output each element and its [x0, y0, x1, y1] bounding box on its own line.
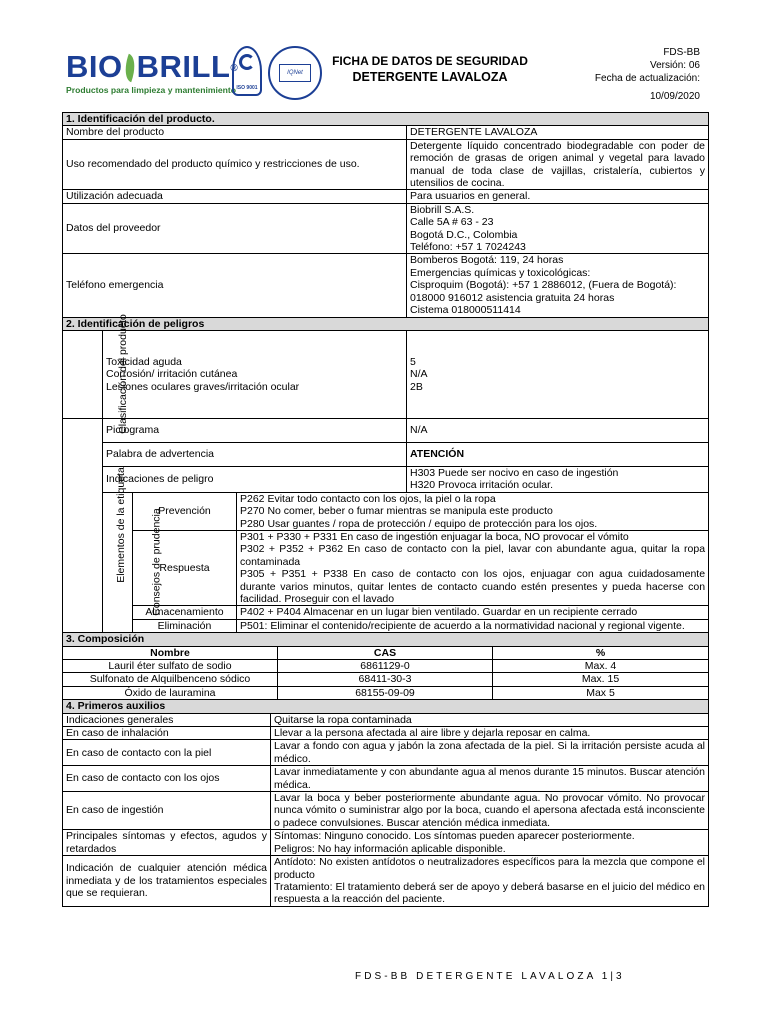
- page-footer: FDS-BB DETERGENTE LAVALOZA 1|3: [355, 971, 625, 982]
- row-label: En caso de contacto con la piel: [63, 740, 271, 766]
- pictogram-value: N/A: [407, 418, 709, 442]
- column-header: Nombre: [63, 646, 278, 659]
- row-label: Utilización adecuada: [63, 190, 407, 203]
- response-values: P301 + P330 + P331 En caso de ingestión enjuagar la boca, NO provocar el vómito P302 + P352 + P362 En caso de contacto con la piel, lavar con abundante agua, quitar la ropa contaminada P305 + P351 + P338 En caso de contacto con los ojos, enjuagar con agua cuidadosamente durante varios minutos, quitar lentes de contacto cuando estén presentes y pueda hacerse con facilidad. Proseguir con el lavado: [237, 530, 709, 605]
- row-label: Datos del proveedor: [63, 203, 407, 254]
- prevention-label: Prevención: [133, 492, 237, 530]
- section-2-heading: 2. Identificación de peligros: [63, 317, 709, 330]
- prevention-row: [63, 492, 709, 530]
- pictogram-row: [63, 418, 709, 442]
- row-value: Síntomas: Ninguno conocido. Los síntomas pueden aparecer posteriormente. Peligros: No hay información aplicable disponible.: [271, 830, 709, 856]
- row-value: Detergente líquido concentrado biodegradable con poder de remoción de grasas de origen animal y vegetal para lavado manual de toda clase de vajillas, cristalería, cubiertos y utensilios de cocina.: [407, 139, 709, 190]
- prudence-label: Consejos de prudencia: [103, 492, 133, 632]
- column-header: %: [493, 646, 709, 659]
- hazard-label: Indicaciones de peligro: [103, 466, 407, 492]
- table-row: [63, 139, 709, 190]
- table-row: [63, 126, 709, 139]
- row-label: Indicaciones generales: [63, 713, 271, 726]
- signal-word-value: ATENCIÓN: [407, 442, 709, 466]
- signal-word-row: [63, 442, 709, 466]
- row-value: Llevar a la persona afectada al aire libre y dejarla reposar en calma.: [271, 727, 709, 740]
- classification-values: 5 N/A 2B: [407, 330, 709, 418]
- row-label: Uso recomendado del producto químico y restricciones de uso.: [63, 139, 407, 190]
- document-header: [62, 40, 708, 110]
- hazard-values: H303 Puede ser nocivo en caso de ingestión H320 Provoca irritación ocular.: [407, 466, 709, 492]
- certification-seals: [232, 46, 328, 102]
- classification-items: Toxicidad aguda Corrosión/ irritación cutánea Lesiones oculares graves/irritación ocular: [103, 330, 407, 418]
- table-row: [63, 856, 709, 907]
- row-label: Teléfono emergencia: [63, 254, 407, 317]
- column-header: CAS: [278, 646, 493, 659]
- disposal-label: Eliminación: [133, 619, 237, 632]
- section-4-heading: 4. Primeros auxilios: [63, 700, 709, 713]
- component-name: Óxido de lauramina: [63, 686, 278, 699]
- row-value: Lavar la boca y beber posteriormente abundante agua. No provocar vómito. No provocar nunca vómito o suministrar algo por la boca, cuando el apersona afectada está inconsciente o padece convulsiones. Buscar atención médica inmediata.: [271, 792, 709, 830]
- document-title: [330, 54, 530, 86]
- disposal-row: [63, 619, 709, 632]
- biobrill-logo: [66, 49, 239, 105]
- logo-wordmark: BIO BRILL®: [66, 49, 239, 84]
- section-3-table: [62, 632, 709, 700]
- row-value: Para usuarios en general.: [407, 190, 709, 203]
- row-label: En caso de inhalación: [63, 727, 271, 740]
- component-name: Lauril éter sulfato de sodio: [63, 660, 278, 673]
- section-2-table: [62, 314, 709, 634]
- table-row: [63, 254, 709, 317]
- section-3-heading: 3. Composición: [63, 633, 709, 646]
- signal-word-label: Palabra de advertencia: [103, 442, 407, 466]
- row-label: En caso de ingestión: [63, 792, 271, 830]
- meta-update-label: Fecha de actualización:: [594, 73, 700, 84]
- hazard-row: [63, 466, 709, 492]
- row-value: Antídoto: No existen antídotos o neutralizadores específicos para la mezcla que compone el producto Tratamiento: El tratamiento deberá ser de apoyo y deberá basarse en el juicio del médico en respuesta a la reacción del paciente.: [271, 856, 709, 907]
- table-row: [63, 766, 709, 792]
- pictogram-label: Pictograma: [103, 418, 407, 442]
- response-label: Respuesta: [133, 530, 237, 605]
- row-value: Bomberos Bogotá: 119, 24 horas Emergencias químicas y toxicológicas: Cisproquim (Bogotá): +57 1 2886012, (Fuera de Bogotá): 018000 916012 asistencia gratuita 24 horas Cistema 018000511414: [407, 254, 709, 317]
- meta-code: FDS-BB: [663, 47, 700, 58]
- table-row: [63, 660, 709, 673]
- row-label: Principales síntomas y efectos, agudos y retardados: [63, 830, 271, 856]
- safety-data-sheet: [62, 112, 708, 907]
- iqnet-seal-icon: IQNet: [268, 46, 322, 100]
- component-percent: Max. 15: [493, 673, 709, 686]
- row-label: Nombre del producto: [63, 126, 407, 139]
- row-value: Lavar inmediatamente y con abundante agua al menos durante 15 minutos. Buscar atención médica.: [271, 766, 709, 792]
- section-4-table: [62, 699, 709, 907]
- table-row: [63, 830, 709, 856]
- component-cas: 6861129-0: [278, 660, 493, 673]
- component-percent: Max. 4: [493, 660, 709, 673]
- title-line-1: FICHA DE DATOS DE SEGURIDAD: [332, 54, 528, 68]
- logo-slogan: Productos para limpieza y mantenimiento: [66, 85, 237, 95]
- section-1-heading: 1. Identificación del producto.: [63, 113, 709, 126]
- table-row: [63, 203, 709, 254]
- classification-row: [63, 330, 709, 418]
- row-value: DETERGENTE LAVALOZA: [407, 126, 709, 139]
- disposal-value: P501: Eliminar el contenido/recipiente de acuerdo a la normatividad nacional y regional vigente.: [237, 619, 709, 632]
- component-name: Sulfonato de Alquilbenceno sódico: [63, 673, 278, 686]
- classification-label: Clasificación del producto: [63, 330, 103, 418]
- row-value: Quitarse la ropa contaminada: [271, 713, 709, 726]
- document-meta: [595, 46, 700, 103]
- title-line-2: DETERGENTE LAVALOZA: [352, 70, 508, 84]
- storage-label: Almacenamiento: [133, 606, 237, 619]
- row-label: Indicación de cualquier atención médica inmediata y de los tratamientos especiales que se requieran.: [63, 856, 271, 907]
- section-1-table: [62, 112, 709, 318]
- label-elements-label: Elementos de la etiqueta: [63, 418, 103, 632]
- component-percent: Max 5: [493, 686, 709, 699]
- row-label: En caso de contacto con los ojos: [63, 766, 271, 792]
- table-row: [63, 190, 709, 203]
- table-row: [63, 740, 709, 766]
- prevention-values: P262 Evitar todo contacto con los ojos, la piel o la ropa P270 No comer, beber o fumar mientras se manipula este producto P280 Usar guantes / ropa de protección / equipo de protección para los ojos.: [237, 492, 709, 530]
- icontec-seal-icon: ISO 9001: [232, 46, 262, 96]
- table-row: [63, 673, 709, 686]
- table-row: [63, 713, 709, 726]
- row-value: Biobrill S.A.S. Calle 5A # 63 - 23 Bogotá D.C., Colombia Teléfono: +57 1 7024243: [407, 203, 709, 254]
- storage-value: P402 + P404 Almacenar en un lugar bien ventilado. Guardar en un recipiente cerrado: [237, 606, 709, 619]
- table-row: [63, 686, 709, 699]
- component-cas: 68411-30-3: [278, 673, 493, 686]
- row-value: Lavar a fondo con agua y jabón la zona afectada de la piel. Si la irritación persiste acuda al médico.: [271, 740, 709, 766]
- table-header-row: [63, 646, 709, 659]
- table-row: [63, 792, 709, 830]
- component-cas: 68155-09-09: [278, 686, 493, 699]
- meta-version: Versión: 06: [649, 60, 700, 71]
- table-row: [63, 727, 709, 740]
- meta-date: 10/09/2020: [649, 91, 700, 102]
